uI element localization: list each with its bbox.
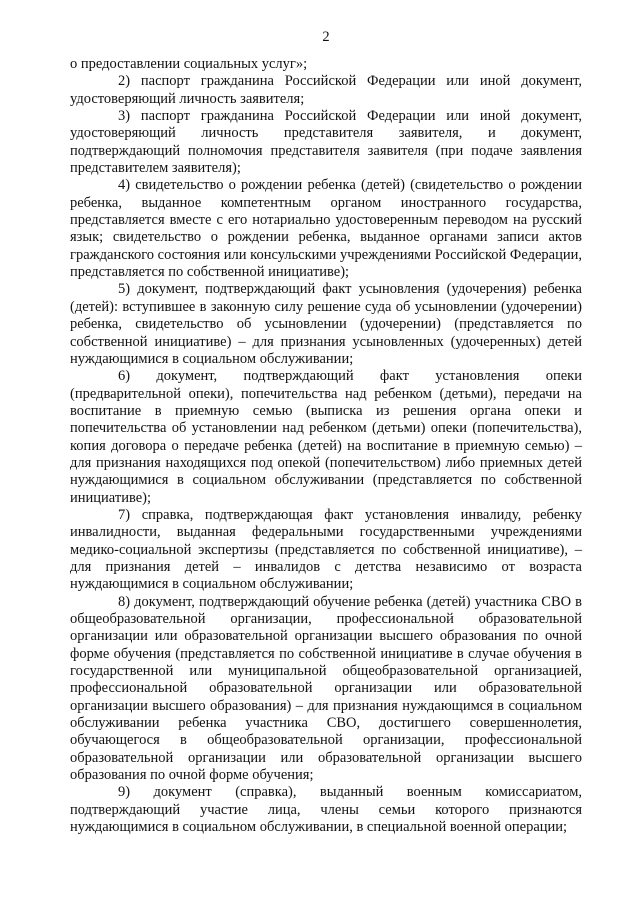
paragraph-item-2: 2) паспорт гражданина Российской Федерации или иной документ, удостоверяющий личность заявителя;: [70, 73, 582, 107]
paragraph-item-3: 3) паспорт гражданина Российской Федерации или иной документ, удостоверяющий личность представителя заявителя, и документ, подтверждающий полномочия представителя заявителя (при подаче заявления представителем заявителя);: [70, 108, 582, 177]
paragraph-item-7: 7) справка, подтверждающая факт установления инвалиду, ребенку инвалидности, выданная федеральными государственными учреждениями медико-социальной экспертизы (представляется по собственной инициативе), – для признания детей – инвалидов с детства независимо от возраста нуждающимися в социальном обслуживании;: [70, 506, 582, 593]
paragraph-item-9: 9) документ (справка), выданный военным комиссариатом, подтверждающий участие лица, члены семьи которого признаются нуждающимися в социальном обслуживании, в специальной военной операции;: [70, 784, 582, 836]
page-number: 2: [322, 29, 330, 45]
paragraph-item-5: 5) документ, подтверждающий факт усыновления (удочерения) ребенка (детей): вступившее в законную силу решение суда об усыновлении (удочерении) ребенка, свидетельство об усыновлении (удочерении) (представляется по собственной инициативе) – для признания усыновленных (удочеренных) детей нуждающимися в социальном обслуживании;: [70, 281, 582, 367]
paragraph-item-4: 4) свидетельство о рождении ребенка (детей) (свидетельство о рождении ребенка, выданное компетентным органом иностранного государства, представляется вместе с его нотариально удостоверенным переводом на русский язык; свидетельство о рождении ребенка, выданное органами записи актов гражданского состояния или консульскими учреждениями Российской Федерации, представляется по собственной инициативе);: [70, 177, 582, 281]
paragraph-continuation: о предоставлении социальных услуг»;: [70, 56, 308, 72]
paragraph-item-8: 8) документ, подтверждающий обучение ребенка (детей) участника СВО в общеобразовательной организации, профессиональной образовательной организации или образовательной организации высшего образования по очной форме обучения (представляется по собственной инициативе в случае обучения в государственной или муниципальной общеобразовательной организацией, профессиональной образовательной организации или образовательной организации высшего образования) – для признания нуждающимся в социальном обслуживании ребенка участника СВО, достигшего совершеннолетия, обучающегося в общеобразовательной организации, профессиональной образовательной организации или образовательной организации высшего образования по очной форме обучения;: [70, 593, 582, 784]
document-body: [70, 56, 582, 836]
paragraph-item-6: 6) документ, подтверждающий факт установления опеки (предварительной опеки), попечительства над ребенком (детьми), передачи на воспитание в приемную семью (выписка из решения органа опеки и попечительства об установлении над ребенком (детьми) опеки (попечительства), копия договора о передаче ребенка (детей) на воспитание в приемную семью) – для признания находящихся под опекой (попечительством) либо приемных детей нуждающимися в социальном обслуживании (представляется по собственной инициативе);: [70, 368, 582, 506]
